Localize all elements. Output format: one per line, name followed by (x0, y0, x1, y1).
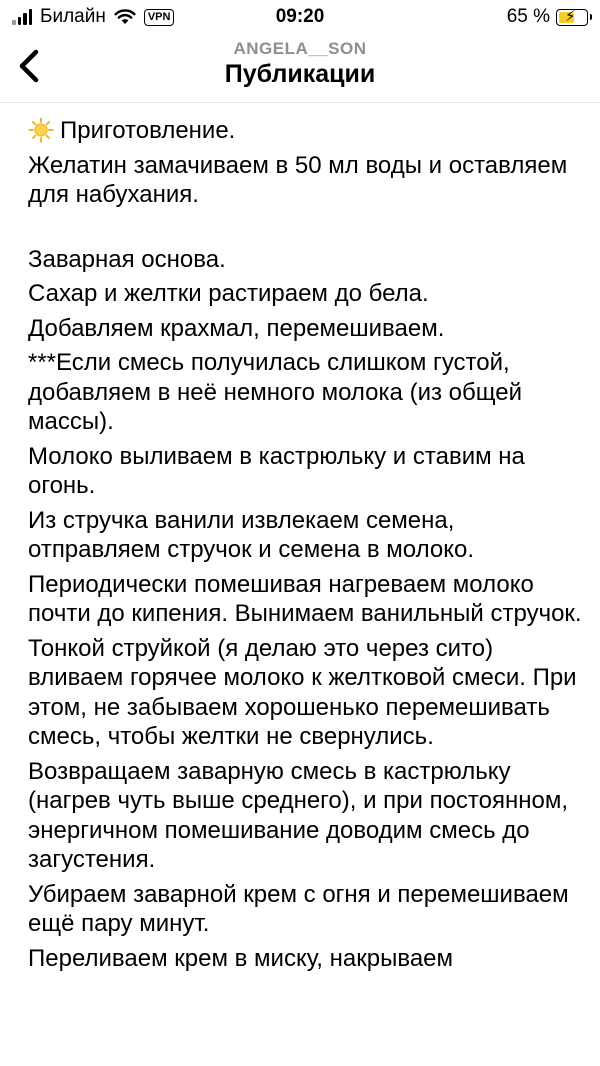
post-paragraph: Переливаем крем в миску, накрываем (28, 944, 454, 972)
post-paragraph: ***Если смесь получилась слишком густой, добавляем в неё немного молока (из общей массы). (28, 349, 522, 435)
post-paragraph: Возвращаем заварную смесь в кастрюльку (нагрев чуть выше среднего), и при постоянном, энергичном помешивание доводим смесь до загустения. (28, 757, 568, 873)
post-caption (28, 116, 588, 978)
post-paragraph: Сахар и желтки растираем до бела. (28, 280, 429, 307)
post-heading (28, 116, 588, 146)
post-paragraph: Тонкой струйкой (я делаю это через сито) вливаем горячее молоко к желтковой смеси. При этом, не забываем хорошенько перемешивать смесь, чтобы желтки не свернулись. (28, 634, 577, 750)
post-paragraph: Заварная основа. (28, 245, 226, 273)
post-paragraph: Добавляем крахмал, перемешиваем. (28, 314, 445, 342)
status-right (507, 6, 588, 28)
post-heading-text: Приготовление. (60, 117, 236, 144)
battery-icon (556, 9, 588, 26)
post-paragraph: Периодически помешивая нагреваем молоко почти до кипения. Вынимаем ванильный стручок. (28, 570, 582, 627)
battery-cap (590, 14, 593, 20)
post-paragraph: Молоко выливаем в кастрюльку и ставим на огонь. (28, 442, 525, 499)
status-time: 09:20 (275, 6, 325, 27)
nav-bar (0, 34, 600, 103)
carrier-name: Билайн (40, 6, 106, 27)
sun-emoji-icon (28, 117, 54, 143)
status-bar (0, 0, 600, 34)
post-paragraph: Из стручка ванили извлекаем семена, отправляем стручок и семена в молоко. (28, 506, 474, 563)
page-title: Публикации (224, 60, 376, 88)
profile-username[interactable]: ANGELA__SON (233, 39, 367, 58)
battery-percent: 65 % (506, 6, 550, 27)
vpn-badge: VPN (144, 9, 175, 26)
charging-bolt-icon: ⚡ (565, 7, 576, 25)
post-paragraph: Желатин замачиваем в 50 мл воды и оставляем для набухания. (28, 151, 568, 208)
post-paragraph: Убираем заварной крем с огня и перемешиваем ещё пару минут. (28, 880, 569, 937)
